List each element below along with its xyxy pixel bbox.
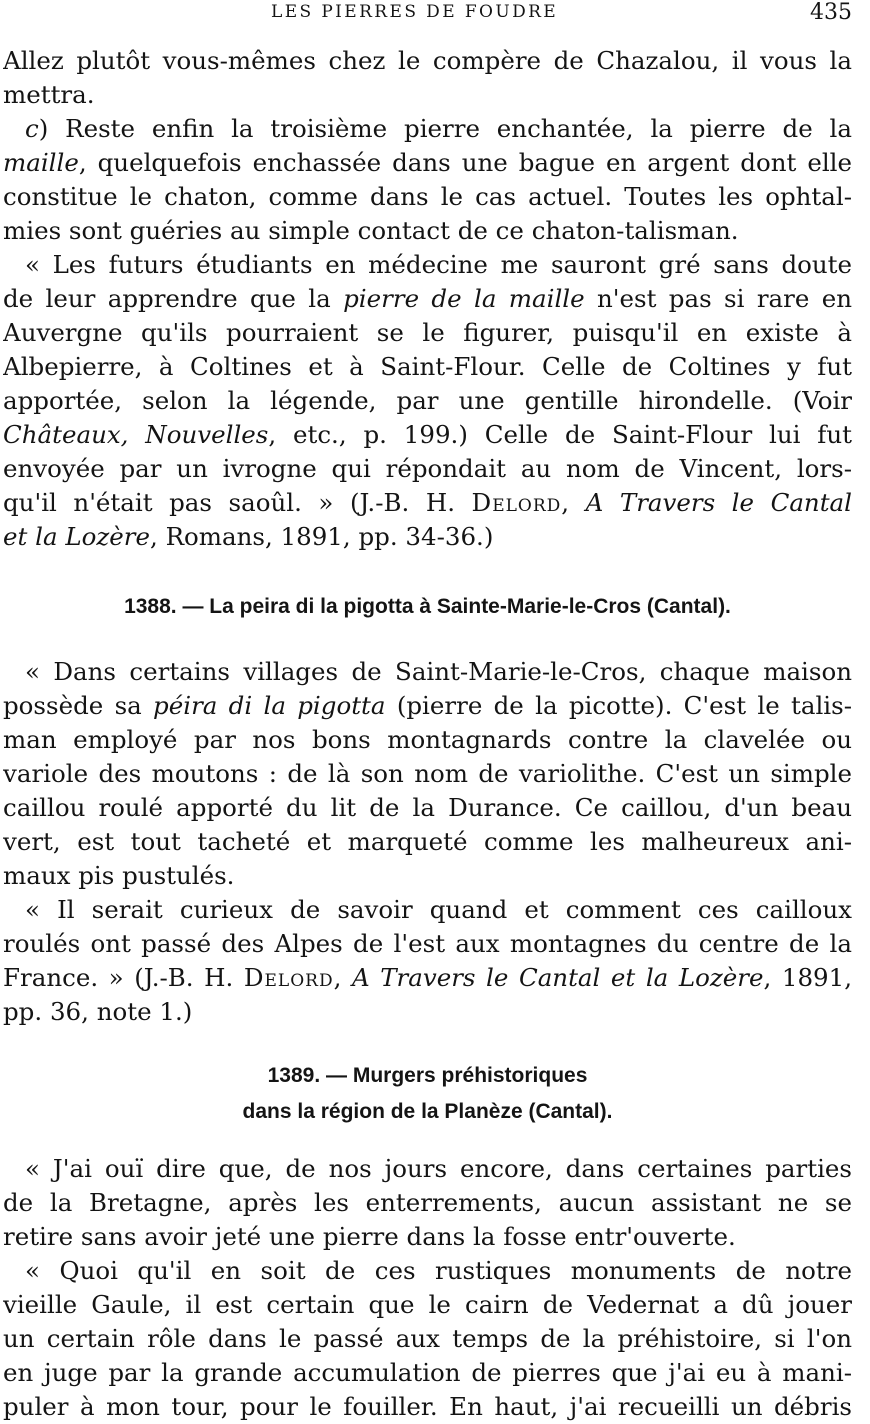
text-line: un certain rôle dans le passé aux temps de la préhistoire, si l'on — [3, 1324, 852, 1353]
text-line: apportée, selon la légende, par une gentille hirondelle. (Voir — [3, 386, 852, 415]
text-line: retire sans avoir jeté une pierre dans la fosse entr'ouverte. — [3, 1222, 736, 1251]
text-line: vieille Gaule, il est certain que le cairn de Vedernat a dû jouer — [3, 1290, 852, 1319]
text-line: c) Reste enfin la troisième pierre enchantée, la pierre de la — [25, 114, 852, 143]
text-line: « Dans certains villages de Saint-Marie-le-Cros, chaque maison — [25, 657, 852, 686]
text-line: France. » (J.-B. H. Delord, A Travers le Cantal et la Lozère, 1891, — [3, 963, 852, 992]
page-number: 435 — [810, 0, 852, 25]
text-line: mettra. — [3, 80, 95, 109]
text-line: Châteaux, Nouvelles, etc., p. 199.) Celle de Saint-Flour lui fut — [3, 420, 852, 449]
text-line: mies sont guéries au simple contact de ce chaton-talisman. — [3, 216, 739, 245]
text-line: constitue le chaton, comme dans le cas actuel. Toutes les ophtal- — [3, 182, 852, 211]
section-1389-body — [3, 1152, 852, 1424]
text-line: « Quoi qu'il en soit de ces rustiques monuments de notre — [25, 1256, 852, 1285]
section-heading-1389: 1389. — Murgers préhistoriques — [267, 1064, 588, 1087]
text-line: de leur apprendre que la pierre de la maille n'est pas si rare en — [3, 284, 852, 313]
text-line: roulés ont passé des Alpes de l'est aux montagnes du centre de la — [3, 929, 852, 958]
section-heading-1389-line2: dans la région de la Planèze (Cantal). — [242, 1100, 613, 1123]
section-heading-1388: 1388. — La peira di la pigotta à Sainte-Marie-le-Cros (Cantal). — [124, 595, 731, 618]
text-line: man employé par nos bons montagnards contre la clavelée ou — [3, 725, 852, 754]
text-line: de la Bretagne, après les enterrements, aucun assistant ne se — [3, 1188, 852, 1217]
text-line: en juge par la grande accumulation de pierres que j'ai eu à mani- — [3, 1358, 852, 1387]
text-line: « J'ai ouï dire que, de nos jours encore, dans certaines parties — [25, 1154, 852, 1183]
text-line: Auvergne qu'ils pourraient se le figurer, puisqu'il en existe à — [3, 318, 852, 347]
text-line: « Il serait curieux de savoir quand et comment ces cailloux — [25, 895, 852, 924]
text-line: possède sa péira di la pigotta (pierre de la picotte). C'est le talis- — [3, 691, 852, 720]
text-line: Allez plutôt vous-mêmes chez le compère de Chazalou, il vous la — [3, 46, 852, 75]
text-line: qu'il n'était pas saoûl. » (J.-B. H. Delord, A Travers le Cantal — [3, 488, 852, 517]
text-line: variole des moutons : de là son nom de variolithe. C'est un simple — [3, 759, 852, 788]
running-header — [0, 0, 860, 30]
text-line: caillou roulé apporté du lit de la Durance. Ce caillou, d'un beau — [3, 793, 852, 822]
text-line: et la Lozère, Romans, 1891, pp. 34-36.) — [3, 522, 494, 551]
running-title: LES PIERRES DE FOUDRE — [271, 2, 559, 22]
text-line: Albepierre, à Coltines et à Saint-Flour. Celle de Coltines y fut — [3, 352, 852, 381]
text-line: « Les futurs étudiants en médecine me sauront gré sans doute — [25, 250, 852, 279]
text-line: maille, quelquefois enchassée dans une bague en argent dont elle — [3, 148, 852, 177]
text-line: envoyée par un ivrogne qui répondait au nom de Vincent, lors- — [3, 454, 852, 483]
section-1388-body — [3, 655, 852, 1029]
text-line: maux pis pustulés. — [3, 861, 235, 890]
section-continuation — [3, 44, 852, 554]
text-line: puler à mon tour, pour le fouiller. En haut, j'ai recueilli un débris — [3, 1392, 852, 1421]
text-line: pp. 36, note 1.) — [3, 997, 193, 1026]
text-line: vert, est tout tacheté et marqueté comme les malheureux ani- — [3, 827, 852, 856]
